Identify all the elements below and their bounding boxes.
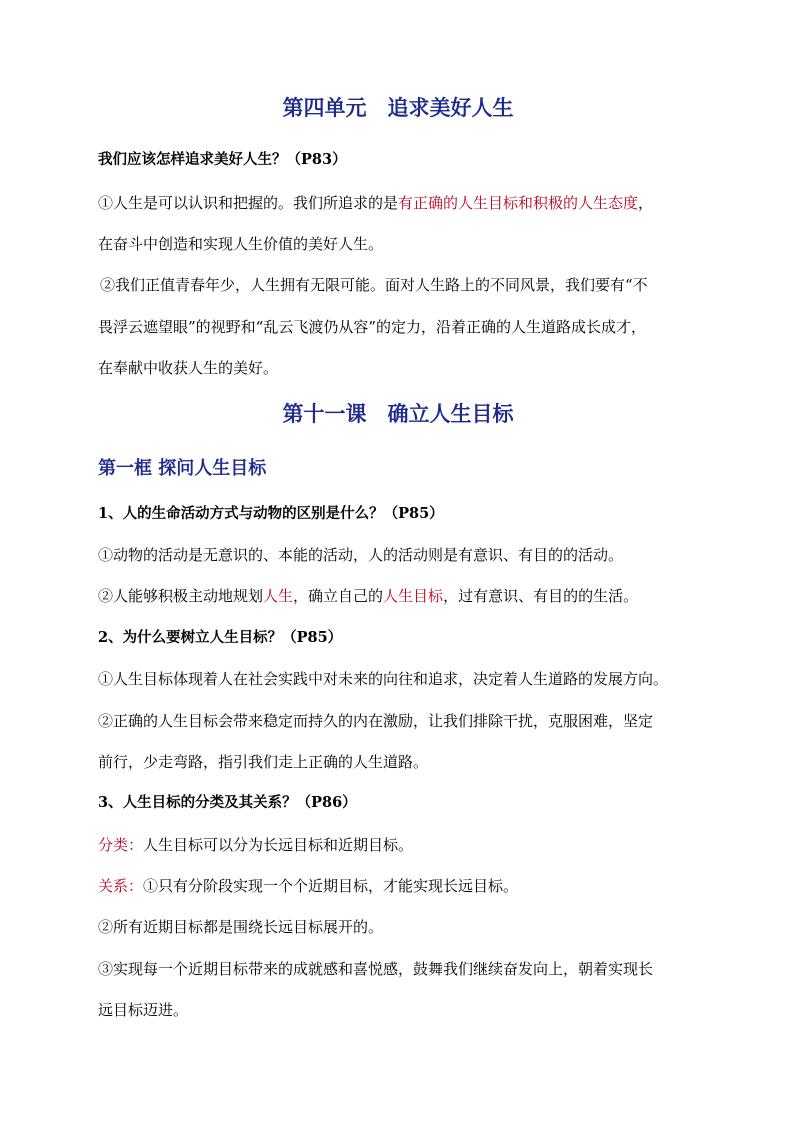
classification-label: 分类： bbox=[98, 836, 144, 854]
question-2-answer-1: ①人生目标体现着人在社会实践中对未来的向往和追求，决定着人生道路的发展方向。 bbox=[98, 670, 669, 688]
question-3-classification bbox=[98, 835, 698, 855]
question-3: 3、人生目标的分类及其关系？（P86） bbox=[98, 794, 357, 811]
intro-p1-text-c: ， bbox=[638, 194, 654, 212]
relation-1-text: ①只有分阶段实现一个个近期目标，才能实现长远目标。 bbox=[143, 877, 519, 895]
q1-a2-text-e: ，过有意识、有目的的生活。 bbox=[443, 587, 639, 605]
question-1: 1、人的生命活动方式与动物的区别是什么？（P85） bbox=[98, 505, 444, 522]
classification-text: 人生目标可以分为长远目标和近期目标。 bbox=[143, 836, 414, 854]
question-3-relation-3-line-1: ③实现每一个近期目标带来的成就感和喜悦感，鼓舞我们继续奋发向上，朝着实现长 bbox=[98, 960, 654, 978]
question-1-answer-2 bbox=[98, 586, 698, 606]
question-1-answer-1: ①动物的活动是无意识的、本能的活动，人的活动则是有意识、有目的的活动。 bbox=[98, 546, 624, 564]
question-2-answer-2-line-2: 前行，少走弯路，指引我们走上正确的人生道路。 bbox=[98, 753, 429, 771]
intro-paragraph-2-line-3: 在奉献中收获人生的美好。 bbox=[98, 359, 279, 377]
question-3-relation-1 bbox=[98, 876, 698, 896]
intro-p1-text-a: ①人生是可以认识和把握的。我们所追求的是 bbox=[98, 194, 399, 212]
q1-a2-emphasis-2: 人生目标 bbox=[383, 587, 444, 605]
intro-paragraph-2-line-2: 畏浮云遮望眼”的视野和“乱云飞渡仍从容”的定力，沿着正确的人生道路成长成才， bbox=[98, 318, 647, 336]
intro-question: 我们应该怎样追求美好人生？（P83） bbox=[98, 151, 347, 168]
intro-p1-emphasis: 有正确的人生目标和积极的人生态度 bbox=[398, 194, 639, 212]
q1-a2-text-a: ②人能够积极主动地规划 bbox=[98, 587, 264, 605]
question-2-answer-2-line-1: ②正确的人生目标会带来稳定而持久的内在激励，让我们排除干扰，克服困难，坚定 bbox=[98, 712, 654, 730]
question-3-relation-2: ②所有近期目标都是围绕长远目标展开的。 bbox=[98, 918, 384, 936]
frame-title: 第一框 探问人生目标 bbox=[98, 458, 267, 479]
question-3-relation-3-line-2: 远目标迈进。 bbox=[98, 1001, 189, 1019]
intro-paragraph-2-line-1: ②我们正值青春年少，人生拥有无限可能。面对人生路上的不同风景，我们要有“不 bbox=[100, 276, 648, 294]
relation-label: 关系： bbox=[98, 877, 144, 895]
unit-title: 第四单元 追求美好人生 bbox=[282, 95, 514, 120]
intro-paragraph-1-line-1 bbox=[98, 193, 698, 213]
question-2: 2、为什么要树立人生目标？（P85） bbox=[98, 629, 343, 646]
q1-a2-text-c: ，确立自己的 bbox=[293, 587, 384, 605]
q1-a2-emphasis-1: 人生 bbox=[263, 587, 294, 605]
lesson-title: 第十一课 确立人生目标 bbox=[282, 401, 514, 426]
intro-paragraph-1-line-2: 在奋斗中创造和实现人生价值的美好人生。 bbox=[98, 235, 384, 253]
